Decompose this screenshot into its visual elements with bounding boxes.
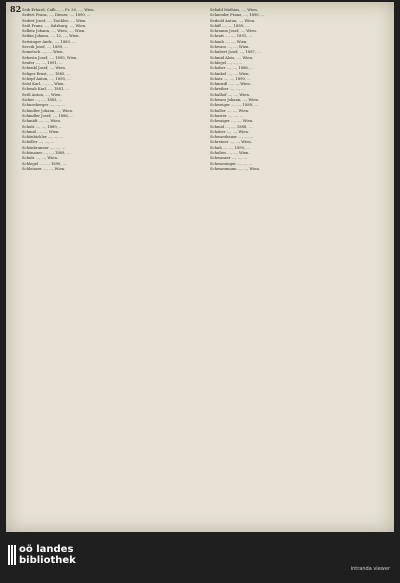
directory-entry: Schwaiger ..., ..., Wien. [210,119,254,124]
directory-entry: Schlegel ..., ..., 1890, ... [22,161,67,166]
directory-entry: Schmiedl ..., ..., Wien. [210,82,251,87]
directory-entry: Schwarz Johann, ..., Wien. [210,98,260,103]
directory-entry: Schmid ..., ..., Wien. [22,129,60,134]
directory-entry: Schlegel ..., ..., ... [210,60,243,65]
directory-entry: Schleinzer ..., ..., Wien. [22,166,66,171]
directory-entry: Seitl Anton, ..., Wien. [22,92,62,97]
directory-entry: Sicher ..., ..., 1883, ... [22,98,63,103]
directory-entry: Seitzinger Andr., ..., 1880, ... [22,39,76,44]
directory-entry: Semetsch ..., ..., Wien. [22,50,64,55]
directory-entry: Schratt ..., ..., 1891, ... [210,34,253,39]
logo-line-1: oö landes [19,544,74,555]
directory-entry: Schwarz ..., ..., Wien. [210,45,250,50]
logo-text [19,544,76,566]
directory-entry: Schneeberger ..., ..., ... [22,103,65,108]
logo-line-2: bibliothek [19,555,76,566]
directory-entry: Schmid ..., ..., 1888, ... [210,124,253,129]
directory-entry: Schmid Alois, ..., Wien. [210,55,254,60]
directory-entry: Schöller ..., ..., ... [22,140,54,145]
directory-entry: Schindler Josef, ..., 1886, ... [22,113,74,118]
directory-entry: Schuh ..., ..., 1890, ... [210,145,250,150]
directory-entry: Schinkel ..., ..., Wien. [210,71,250,76]
directory-entry: Schmidt ..., ..., Wien. [22,119,62,124]
directory-entry: Seifert Franz, ..., Diener, ..., 1890, ... [22,13,91,18]
directory-entry: Schuster ..., ..., ... [210,113,244,118]
directory-entry: Seisl Karl, ..., ..., Wien. [22,82,65,87]
directory-entry: Schreiber ..., ..., ... [210,87,245,92]
directory-entry: Schulz ..., ..., Wien. [22,156,58,161]
directory-entry: Schneider Franz, ..., 1890, ... [210,13,265,18]
directory-entry: Sebesta Josef, ..., 1890, Wien. [22,55,78,60]
directory-entry: Schwanzer ..., ..., ... [210,156,247,161]
directory-entry: Seiß Franz, ..., Salzburg, ..., Wien. [22,23,87,28]
directory-entry: Schultes ..., ..., Wien. [210,151,250,156]
logo-bars-icon [8,545,16,565]
directory-entry: Schweiger ..., ..., 1889, ... [210,103,258,108]
directory-entry: Schiff ..., ..., 1889, ... [210,23,249,28]
directory-entry: Schramm Josef, ..., Wien. [210,29,257,34]
directory-entry: Schuller ..., ..., Wien. [210,108,250,113]
scanned-page [6,2,394,532]
right-column [210,8,390,528]
directory-entry: Seibold Anton, ..., Wien. [210,18,256,23]
directory-entry: Schwab Karl, ..., 1881, ... [22,87,70,92]
directory-entry: Seifert Josef, ..., Tischler, ..., Wien. [22,18,87,23]
directory-entry: Schwarzbauer ..., ..., ... [210,135,254,140]
directory-entry: Sebald Mathias, ..., Wien. [210,8,258,12]
directory-entry: Schulz ..., ..., 1889, ... [22,124,63,129]
directory-entry: Sevcik Josef, ..., 1889, ... [22,45,68,50]
directory-entry: Schönbrunner ..., ..., ... [22,145,66,150]
directory-entry: Seibin Johann, ..., 12, ..., Wien. [22,34,80,39]
directory-entry: Schönauer ..., ..., 1889, ... [22,151,71,156]
directory-entry: Schubert Josef, ..., 1887, ... [210,50,261,55]
directory-entry: Schober ..., ..., Wien. [210,129,250,134]
directory-columns [22,8,390,528]
directory-entry: Schindler Johann, ..., Wien. [22,108,74,113]
directory-entry: Seliger Ernst, ..., 1885, ... [22,71,71,76]
directory-entry: Senfer ..., ..., 1891, ... [22,60,63,65]
directory-entry: Seib Erhard, Cafh., ..., Fr. 20, ..., Wien. [22,8,95,12]
page-number: 82 [10,4,22,14]
directory-entry: Schulhof ..., ..., Wien. [210,92,251,97]
viewer-label: intranda viewer [350,566,390,572]
directory-entry: Schober ..., ..., 1886, ... [210,66,254,71]
directory-entry: Schöpf Anton, ..., 1890, ... [22,76,71,81]
library-logo[interactable] [8,544,76,566]
directory-entry: Schenkl Josef, ..., Wien. [22,66,66,71]
directory-entry: Schaub ..., ..., Wien. [210,39,248,44]
directory-entry: Selbitz Johann, ..., Wien, ..., Wien. [22,29,86,34]
viewer-footer [0,532,400,583]
directory-entry: Schatz ..., ..., 1890, ... [210,76,251,81]
left-column [22,8,202,528]
directory-entry: Schreiner ..., ..., Wien. [210,140,252,145]
directory-entry: Schwarzinger ..., ..., ... [210,161,253,166]
directory-entry: Schönbichler ..., ..., ... [22,135,64,140]
directory-entry: Schwarzmann ..., ..., Wien. [210,166,260,171]
